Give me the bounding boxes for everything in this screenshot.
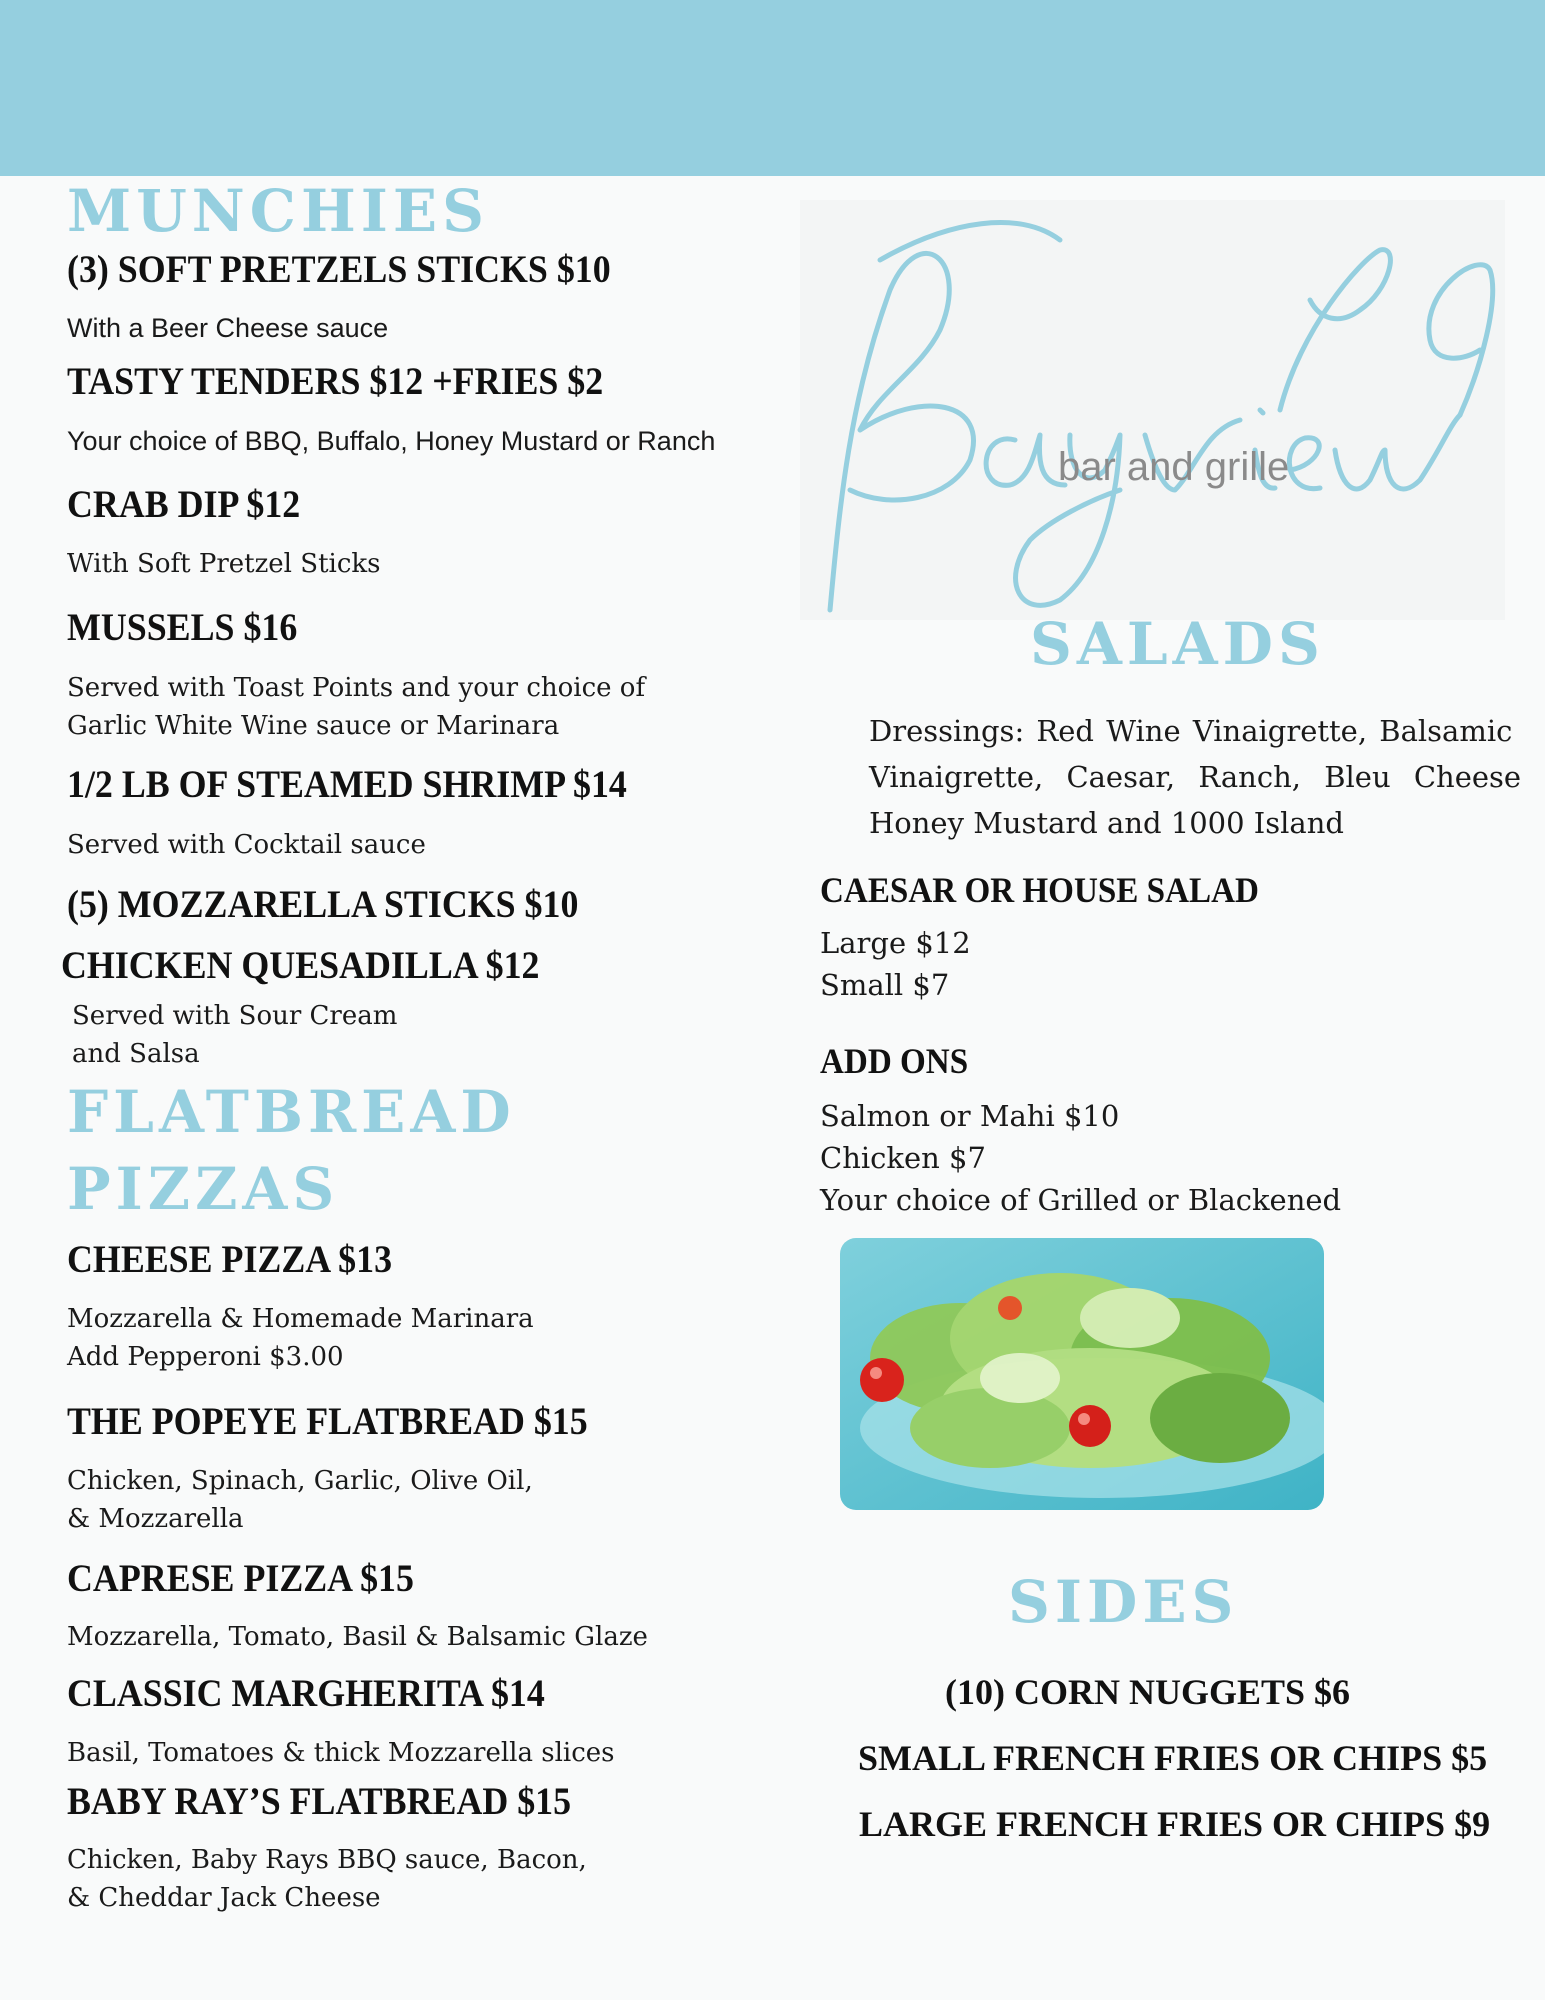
salad-photo <box>840 1238 1324 1510</box>
menu-item-name: CAPRESE PIZZA $15 <box>67 1557 414 1600</box>
side-item: SMALL FRENCH FRIES OR CHIPS $5 <box>858 1738 1488 1778</box>
menu-item-desc: Your choice of BBQ, Buffalo, Honey Mustard or Ranch <box>67 426 716 456</box>
side-item: LARGE FRENCH FRIES OR CHIPS $9 <box>859 1804 1491 1844</box>
menu-item-desc: Mozzarella & Homemade Marinara Add Pepperoni $3.00 <box>67 1304 534 1372</box>
menu-item-name: (5) MOZZARELLA STICKS $10 <box>67 883 579 926</box>
menu-item-name: THE POPEYE FLATBREAD $15 <box>67 1400 588 1443</box>
menu-item-name: CAESAR OR HOUSE SALAD <box>820 870 1259 910</box>
salad-dressings-line: Dressings: Red Wine Vinaigrette, Balsamic <box>869 714 1513 748</box>
menu-item-desc: Chicken, Baby Rays BBQ sauce, Bacon, & Cheddar Jack Cheese <box>67 1845 587 1913</box>
salad-size-small: Small $7 <box>820 968 950 1002</box>
menu-item-desc: Basil, Tomatoes & thick Mozzarella slices <box>67 1738 615 1768</box>
menu-item-name: MUSSELS $16 <box>67 606 298 649</box>
munchies-title: MUNCHIES <box>67 177 489 245</box>
addon-line: Your choice of Grilled or Blackened <box>820 1183 1342 1217</box>
menu-item-desc: With a Beer Cheese sauce <box>67 313 389 343</box>
salad-size-large: Large $12 <box>820 926 971 960</box>
menu-item-desc: Served with Sour Cream and Salsa <box>72 1001 398 1069</box>
sides-title: SIDES <box>1008 1568 1239 1636</box>
menu-item-name: 1/2 LB OF STEAMED SHRIMP $14 <box>67 763 627 806</box>
flatbread-title: PIZZAS <box>67 1155 340 1223</box>
addons-title: ADD ONS <box>820 1041 969 1081</box>
menu-item-desc: Chicken, Spinach, Garlic, Olive Oil, & Mozzarella <box>67 1466 533 1534</box>
menu-item-name: CHEESE PIZZA $13 <box>67 1238 393 1281</box>
menu-item-name: (3) SOFT PRETZELS STICKS $10 <box>67 248 611 291</box>
side-item: (10) CORN NUGGETS $6 <box>945 1672 1351 1712</box>
salads-title: SALADS <box>1030 610 1325 678</box>
bayview-script-logo <box>800 200 1505 620</box>
logo-tagline: bar and grille <box>1058 445 1290 489</box>
menu-item-name: BABY RAY’S FLATBREAD $15 <box>67 1780 572 1823</box>
salad-dressings-line: Vinaigrette, Caesar, Ranch, Bleu Cheese <box>869 760 1522 794</box>
menu-item-desc: Served with Toast Points and your choice of Garlic White Wine sauce or Marinara <box>67 673 646 741</box>
menu-item-name: CHICKEN QUESADILLA $12 <box>61 944 540 987</box>
addon-line: Chicken $7 <box>820 1141 986 1175</box>
header-banner <box>0 0 1545 176</box>
menu-item-name: TASTY TENDERS $12 +FRIES $2 <box>67 360 604 403</box>
menu-item-desc: Served with Cocktail sauce <box>67 830 426 860</box>
flatbread-title: FLATBREAD <box>67 1078 516 1146</box>
logo <box>800 200 1505 620</box>
addon-line: Salmon or Mahi $10 <box>820 1099 1120 1133</box>
menu-item-name: CRAB DIP $12 <box>67 483 301 526</box>
menu-item-desc: With Soft Pretzel Sticks <box>67 549 381 579</box>
salad-dressings-line: Honey Mustard and 1000 Island <box>869 806 1344 840</box>
menu-item-desc: Mozzarella, Tomato, Basil & Balsamic Glaze <box>67 1622 648 1652</box>
menu-item-name: CLASSIC MARGHERITA $14 <box>67 1672 545 1715</box>
